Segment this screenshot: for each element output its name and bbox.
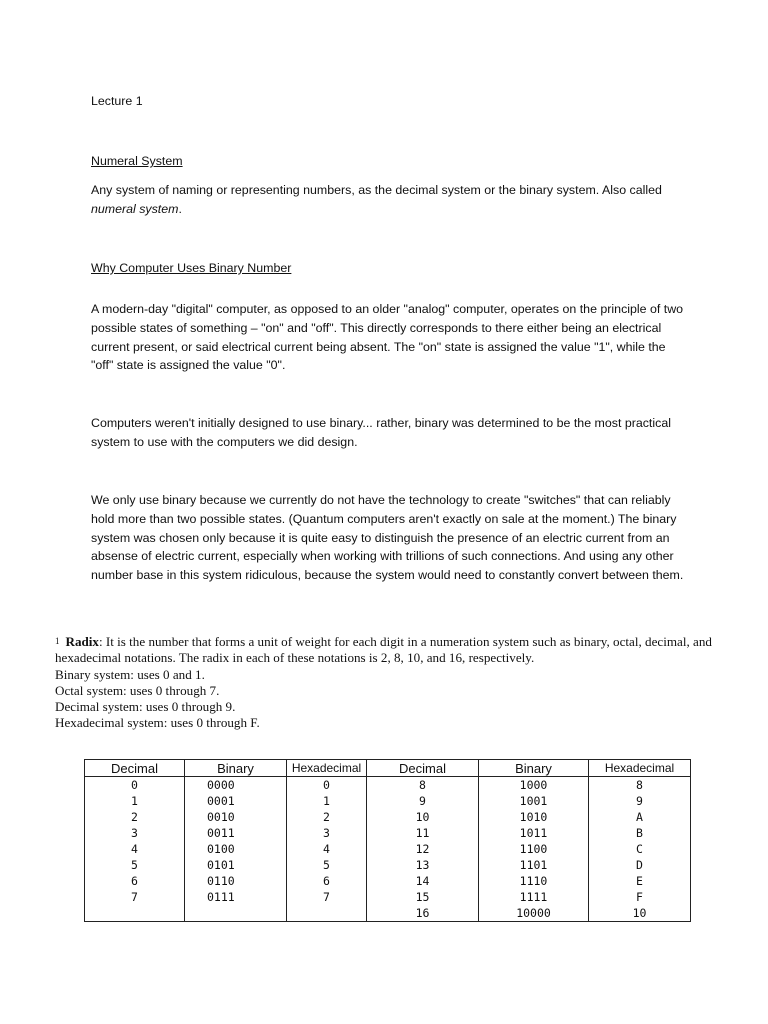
footnote-definition-text: : It is the number that forms a unit of weight for each digit in a numeration system such as binary, octal, decimal, and hexadecimal notations. The radix in each of these notations is 2, 8, 10, and 16, respectively. — [55, 634, 712, 666]
cell-binary: 0000 — [185, 777, 287, 794]
cell-hex: 4 — [287, 841, 367, 857]
footnote-radix — [55, 634, 745, 732]
footnote-line-decimal: Decimal system: uses 0 through 9. — [55, 699, 236, 715]
table-row — [85, 825, 691, 841]
cell-binary: 0001 — [185, 793, 287, 809]
cell-decimal: 15 — [367, 889, 479, 905]
cell-binary: 1001 — [479, 793, 589, 809]
cell-binary: 1101 — [479, 857, 589, 873]
cell-hex: 3 — [287, 825, 367, 841]
cell-hex: 2 — [287, 809, 367, 825]
cell-decimal: 6 — [85, 873, 185, 889]
paragraph-digital-computer: A modern-day "digital" computer, as opposed to an older "analog" computer, operates on the principle of two possible states of something – "on" and "off". This directly corresponds to there either being an electrical current present, or said electrical current being absent. The "on" state is assigned the value "1", while the "off" state is assigned the value "0". — [91, 302, 684, 373]
header-decimal: Decimal — [367, 760, 479, 777]
cell-decimal: 1 — [85, 793, 185, 809]
cell-hex: A — [589, 809, 691, 825]
footnote-definition — [55, 634, 745, 667]
header-binary: Binary — [185, 760, 287, 777]
cell-decimal: 3 — [85, 825, 185, 841]
cell-binary: 1111 — [479, 889, 589, 905]
cell-binary: 1100 — [479, 841, 589, 857]
table-row — [85, 777, 691, 794]
cell-decimal: 4 — [85, 841, 185, 857]
footnote-line-hexadecimal: Hexadecimal system: uses 0 through F. — [55, 715, 260, 731]
cell-hex: E — [589, 873, 691, 889]
definition-emphasis: numeral system — [91, 201, 179, 216]
cell-decimal: 13 — [367, 857, 479, 873]
cell-binary: 0011 — [185, 825, 287, 841]
cell-binary: 1010 — [479, 809, 589, 825]
cell-decimal: 10 — [367, 809, 479, 825]
cell-decimal: 9 — [367, 793, 479, 809]
cell-binary: 10000 — [479, 905, 589, 922]
section-heading-why-binary: Why Computer Uses Binary Number — [91, 261, 292, 275]
cell-decimal: 14 — [367, 873, 479, 889]
numeral-system-definition — [91, 181, 691, 218]
table-row — [85, 809, 691, 825]
cell-decimal: 16 — [367, 905, 479, 922]
paragraph-binary-reason: We only use binary because we currently do not have the technology to create "switches" that can reliably hold more than two possible states. (Quantum computers aren't exactly on sale at the moment.) The binary system was chosen only because it is quite easy to distinguish the presence of an electric current from an absense of electric current, especially when working with trillions of such connections. And using any other number base in this system ridiculous, because the system would need to constantly convert between them. — [91, 493, 684, 582]
cell-hex: C — [589, 841, 691, 857]
table-row — [85, 841, 691, 857]
section-heading-numeral-system: Numeral System — [91, 154, 183, 168]
cell-decimal — [85, 905, 185, 922]
paragraph-binary-practical: Computers weren't initially designed to use binary... rather, binary was determined to be the most practical system to use with the computers we did design. — [91, 416, 671, 449]
table-header-row — [85, 760, 691, 777]
cell-binary: 1011 — [479, 825, 589, 841]
cell-binary: 0010 — [185, 809, 287, 825]
cell-decimal: 8 — [367, 777, 479, 794]
cell-decimal: 2 — [85, 809, 185, 825]
cell-decimal: 7 — [85, 889, 185, 905]
cell-decimal: 0 — [85, 777, 185, 794]
definition-end: . — [178, 201, 182, 216]
table-row — [85, 857, 691, 873]
definition-text: Any system of naming or representing numbers, as the decimal system or the binary system. Also called — [91, 183, 662, 197]
cell-binary: 1000 — [479, 777, 589, 794]
table-row — [85, 793, 691, 809]
cell-hex: 5 — [287, 857, 367, 873]
cell-binary: 0110 — [185, 873, 287, 889]
cell-decimal: 12 — [367, 841, 479, 857]
cell-hex: 10 — [589, 905, 691, 922]
footnote-line-binary: Binary system: uses 0 and 1. — [55, 666, 205, 682]
table-row — [85, 889, 691, 905]
cell-hex: F — [589, 889, 691, 905]
cell-hex: D — [589, 857, 691, 873]
cell-hex: 0 — [287, 777, 367, 794]
cell-binary: 1110 — [479, 873, 589, 889]
cell-hex: 6 — [287, 873, 367, 889]
cell-hex: B — [589, 825, 691, 841]
cell-hex: 8 — [589, 777, 691, 794]
cell-hex: 9 — [589, 793, 691, 809]
cell-decimal: 11 — [367, 825, 479, 841]
cell-binary — [185, 905, 287, 922]
header-hexadecimal: Hexadecimal — [589, 760, 691, 777]
header-binary: Binary — [479, 760, 589, 777]
header-hexadecimal: Hexadecimal — [287, 760, 367, 777]
cell-hex: 1 — [287, 793, 367, 809]
header-decimal: Decimal — [85, 760, 185, 777]
cell-binary: 0111 — [185, 889, 287, 905]
table-row — [85, 873, 691, 889]
cell-binary: 0100 — [185, 841, 287, 857]
cell-binary: 0101 — [185, 857, 287, 873]
number-conversion-table — [84, 759, 691, 922]
cell-hex — [287, 905, 367, 922]
cell-decimal: 5 — [85, 857, 185, 873]
cell-hex: 7 — [287, 889, 367, 905]
footnote-marker: 1 — [55, 636, 60, 646]
footnote-line-octal: Octal system: uses 0 through 7. — [55, 682, 220, 698]
footnote-term: Radix — [65, 634, 99, 649]
table-row — [85, 905, 691, 922]
lecture-title: Lecture 1 — [91, 94, 143, 108]
